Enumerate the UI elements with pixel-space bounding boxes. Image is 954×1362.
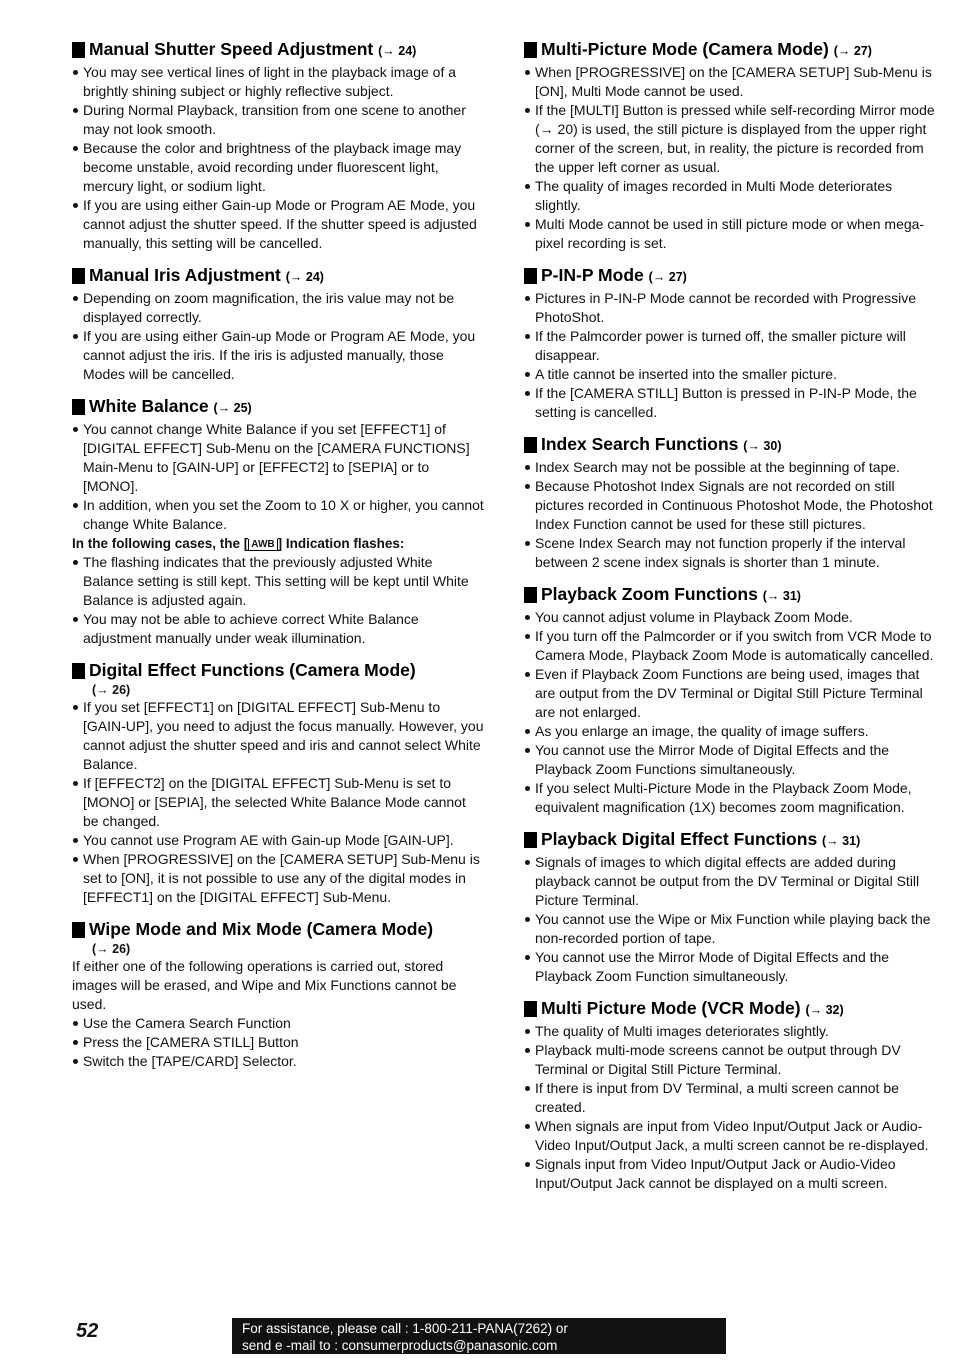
list-item: If the [CAMERA STILL] Button is pressed in P-IN-P Mode, the setting is cancelled. xyxy=(524,384,936,422)
section-title-text: Multi-Picture Mode (Camera Mode) xyxy=(541,39,829,59)
section xyxy=(72,264,484,384)
section-title-text: Wipe Mode and Mix Mode (Camera Mode) xyxy=(89,919,434,939)
list-item: Even if Playback Zoom Functions are being used, images that are output from the DV Terminal or Digital Still Picture Terminal are not enlarged. xyxy=(524,665,936,722)
list-item: Because Photoshot Index Signals are not recorded on still pictures recorded in Continuous Photoshot Mode, the Photoshot Index Function cannot be used for these still pictures. xyxy=(524,477,936,534)
list-item: You may see vertical lines of light in the playback image of a brightly shining subject or highly reflective subject. xyxy=(72,63,484,101)
list-item: Because the color and brightness of the playback image may become unstable, avoid recording under fluorescent light, mercury light, or sodium light. xyxy=(72,139,484,196)
list-item: Depending on zoom magnification, the iris value may not be displayed correctly. xyxy=(72,289,484,327)
list-item: If there is input from DV Terminal, a multi screen cannot be created. xyxy=(524,1079,936,1117)
section-title-text: Playback Digital Effect Functions xyxy=(541,829,818,849)
section-marker-icon xyxy=(524,1001,537,1017)
section-title-text: Playback Zoom Functions xyxy=(541,584,758,604)
page-reference: (→ 24) xyxy=(285,270,324,284)
list-item: You cannot use the Wipe or Mix Function while playing back the non-recorded portion of tape. xyxy=(524,910,936,948)
section-title xyxy=(72,264,484,289)
section-title-text: Index Search Functions xyxy=(541,434,739,454)
bullet-list xyxy=(524,63,936,253)
list-item: Playback multi-mode screens cannot be output through DV Terminal or Digital Still Picture Terminal. xyxy=(524,1041,936,1079)
list-item: Scene Index Search may not function properly if the interval between 2 scene index signals is shorter than 1 minute. xyxy=(524,534,936,572)
right-column xyxy=(524,38,936,1204)
section-title xyxy=(524,828,936,853)
left-column xyxy=(72,38,484,1082)
section-title xyxy=(524,433,936,458)
section xyxy=(72,395,484,648)
page-reference: (→ 31) xyxy=(822,834,861,848)
list-item: When signals are input from Video Input/Output Jack or Audio-Video Input/Output Jack, a multi screen cannot be re-displayed. xyxy=(524,1117,936,1155)
bullet-list xyxy=(524,1022,936,1193)
section xyxy=(72,38,484,253)
list-item: If you turn off the Palmcorder or if you switch from VCR Mode to Camera Mode, Playback Zoom Mode is automatically cancelled. xyxy=(524,627,936,665)
section-marker-icon xyxy=(72,268,85,284)
section-title xyxy=(524,583,936,608)
section-title-text: P-IN-P Mode xyxy=(541,265,644,285)
list-item: Signals input from Video Input/Output Jack or Audio-Video Input/Output Jack cannot be displayed on a multi screen. xyxy=(524,1155,936,1193)
section xyxy=(524,828,936,986)
section xyxy=(524,433,936,572)
list-item: As you enlarge an image, the quality of image suffers. xyxy=(524,722,936,741)
list-item: Use the Camera Search Function xyxy=(72,1014,484,1033)
section-marker-icon xyxy=(524,832,537,848)
section xyxy=(524,997,936,1193)
list-item: Index Search may not be possible at the beginning of tape. xyxy=(524,458,936,477)
page-reference: (→ 27) xyxy=(648,270,687,284)
bullet-list xyxy=(72,289,484,384)
note-heading-text: In the following cases, the [ xyxy=(72,536,249,551)
bullet-list xyxy=(524,853,936,986)
list-item: The flashing indicates that the previously adjusted White Balance setting is still kept. This setting will be kept until White Balance is adjusted again. xyxy=(72,553,484,610)
bullet-list xyxy=(72,698,484,907)
footer-line-1: For assistance, please call : 1-800-211-PANA(7262) or xyxy=(242,1321,568,1336)
list-item: When [PROGRESSIVE] on the [CAMERA SETUP] Sub-Menu is [ON], Multi Mode cannot be used. xyxy=(524,63,936,101)
section-title-text: Manual Shutter Speed Adjustment xyxy=(89,39,374,59)
list-item: You cannot change White Balance if you set [EFFECT1] of [DIGITAL EFFECT] Sub-Menu on the [CAMERA FUNCTIONS] Main-Menu to [GAIN-UP] or [EFFECT2] to [SEPIA] or to [MONO]. xyxy=(72,420,484,496)
page-reference: (→ 25) xyxy=(213,401,252,415)
list-item: Signals of images to which digital effects are added during playback cannot be output from the DV Terminal or Digital Still Picture Terminal. xyxy=(524,853,936,910)
section-title-text: Manual Iris Adjustment xyxy=(89,265,281,285)
section xyxy=(524,264,936,422)
note-heading-text: ] Indication flashes: xyxy=(277,536,405,551)
section-marker-icon xyxy=(72,42,85,58)
note-heading xyxy=(72,534,484,553)
list-item: You cannot use the Mirror Mode of Digital Effects and the Playback Zoom Functions simultaneously. xyxy=(524,741,936,779)
list-item: If you are using either Gain-up Mode or Program AE Mode, you cannot adjust the iris. If the iris is adjusted manually, those Modes will be cancelled. xyxy=(72,327,484,384)
section-title xyxy=(72,38,484,63)
section-title xyxy=(524,997,936,1022)
bullet-list xyxy=(72,420,484,534)
list-item: The quality of images recorded in Multi Mode deteriorates slightly. xyxy=(524,177,936,215)
white-balance-indicator-icon: AWB xyxy=(248,539,277,551)
section-marker-icon xyxy=(524,587,537,603)
list-item: If the Palmcorder power is turned off, the smaller picture will disappear. xyxy=(524,327,936,365)
footer-line-2: send e -mail to : consumerproducts@panasonic.com xyxy=(242,1338,558,1353)
section-marker-icon xyxy=(72,399,85,415)
list-item: Switch the [TAPE/CARD] Selector. xyxy=(72,1052,484,1071)
list-item: If the [MULTI] Button is pressed while self-recording Mirror mode (→ 20) is used, the still picture is displayed from the upper right corner of the screen, but, in reality, the picture is recorded from the upper left corner as usual. xyxy=(524,101,936,177)
footer-assistance-box xyxy=(232,1318,726,1354)
page-reference: (→ 30) xyxy=(743,439,782,453)
list-item: You may not be able to achieve correct White Balance adjustment manually under weak illumination. xyxy=(72,610,484,648)
list-item: During Normal Playback, transition from one scene to another may not look smooth. xyxy=(72,101,484,139)
section xyxy=(72,659,484,907)
page-reference: (→ 26) xyxy=(92,683,131,697)
list-item: A title cannot be inserted into the smaller picture. xyxy=(524,365,936,384)
section-marker-icon xyxy=(72,922,85,938)
list-item: If [EFFECT2] on the [DIGITAL EFFECT] Sub-Menu is set to [MONO] or [SEPIA], the selected White Balance Mode cannot be changed. xyxy=(72,774,484,831)
bullet-list xyxy=(72,63,484,253)
list-item: Press the [CAMERA STILL] Button xyxy=(72,1033,484,1052)
list-item: You cannot adjust volume in Playback Zoom Mode. xyxy=(524,608,936,627)
list-item: You cannot use Program AE with Gain-up Mode [GAIN-UP]. xyxy=(72,831,484,850)
bullet-list xyxy=(524,458,936,572)
list-item: Multi Mode cannot be used in still picture mode or when mega-pixel recording is set. xyxy=(524,215,936,253)
list-item: The quality of Multi images deteriorates slightly. xyxy=(524,1022,936,1041)
list-item: If you set [EFFECT1] on [DIGITAL EFFECT] Sub-Menu to [GAIN-UP], you need to adjust the focus manually. However, you cannot adjust the shutter speed and iris and cannot select White Balance. xyxy=(72,698,484,774)
list-item: If you are using either Gain-up Mode or Program AE Mode, you cannot adjust the shutter speed. If the shutter speed is adjusted manually, this setting will be cancelled. xyxy=(72,196,484,253)
section-title-text: Multi Picture Mode (VCR Mode) xyxy=(541,998,801,1018)
bullet-list xyxy=(72,553,484,648)
section xyxy=(72,918,484,1071)
section-title xyxy=(72,395,484,420)
page-reference: (→ 32) xyxy=(805,1003,844,1017)
bullet-list xyxy=(524,608,936,817)
bullet-list xyxy=(72,1014,484,1071)
section-marker-icon xyxy=(524,268,537,284)
intro-text: If either one of the following operations is carried out, stored images will be erased, and Wipe and Mix Functions cannot be used. xyxy=(72,958,457,1012)
list-item: When [PROGRESSIVE] on the [CAMERA SETUP] Sub-Menu is set to [ON], it is not possible to use any of the digital modes in [EFFECT1] on the [DIGITAL EFFECT] Sub-Menu. xyxy=(72,850,484,907)
section-marker-icon xyxy=(524,42,537,58)
list-item: You cannot use the Mirror Mode of Digital Effects and the Playback Zoom Function simultaneously. xyxy=(524,948,936,986)
section-marker-icon xyxy=(72,663,85,679)
list-item: Pictures in P-IN-P Mode cannot be recorded with Progressive PhotoShot. xyxy=(524,289,936,327)
section xyxy=(524,583,936,817)
section xyxy=(524,38,936,253)
section-title xyxy=(72,659,484,682)
page-reference: (→ 26) xyxy=(92,942,131,956)
page-reference: (→ 24) xyxy=(378,44,417,58)
list-item: If you select Multi-Picture Mode in the Playback Zoom Mode, equivalent magnification (1X) becomes zoom magnification. xyxy=(524,779,936,817)
section-title xyxy=(524,38,936,63)
list-item: In addition, when you set the Zoom to 10 X or higher, you cannot change White Balance. xyxy=(72,496,484,534)
section-title-text: Digital Effect Functions (Camera Mode) xyxy=(89,660,416,680)
page-reference: (→ 31) xyxy=(762,589,801,603)
section-title-text: White Balance xyxy=(89,396,209,416)
section-title xyxy=(524,264,936,289)
section-marker-icon xyxy=(524,437,537,453)
page-number: 52 xyxy=(76,1320,99,1342)
bullet-list xyxy=(524,289,936,422)
section-title xyxy=(72,918,484,941)
page-reference: (→ 27) xyxy=(833,44,872,58)
